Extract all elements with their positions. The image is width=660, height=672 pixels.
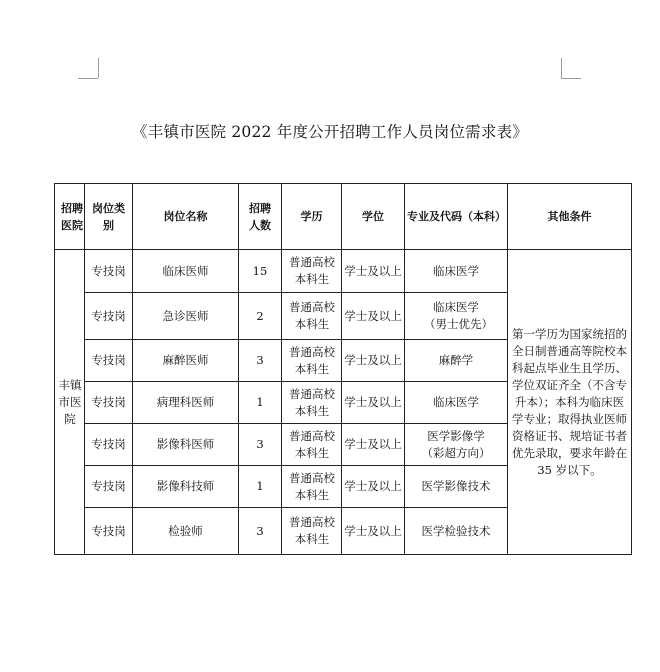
position-cell: 临床医师 [133,250,239,293]
position-cell: 影像科技师 [133,466,239,508]
count-cell: 2 [239,293,282,340]
position-cell: 麻醉医师 [133,340,239,382]
header-hospital: 招聘医院 [55,184,85,250]
crop-mark-top-left [78,78,98,79]
position-cell: 病理科医师 [133,382,239,424]
education-cell: 普通高校本科生 [282,508,342,555]
header-position: 岗位名称 [133,184,239,250]
major-cell: 医学检验技术 [405,508,508,555]
education-cell: 普通高校本科生 [282,293,342,340]
other-conditions-cell: 第一学历为国家统招的全日制普通高等院校本科起点毕业生且学历、学位双证齐全（不含专升本）；本科为临床医学专业；取得执业医师资格证书、规培证书者优先录取，要求年龄在 35 岁以下。 [508,250,632,555]
recruitment-table [54,183,632,555]
position-cell: 影像科医师 [133,424,239,466]
count-cell: 3 [239,424,282,466]
education-cell: 普通高校本科生 [282,340,342,382]
header-count: 招聘人数 [239,184,282,250]
category-cell: 专技岗 [85,293,133,340]
crop-mark-top-left [98,58,99,78]
major-cell: 麻醉学 [405,340,508,382]
category-cell: 专技岗 [85,424,133,466]
category-cell: 专技岗 [85,466,133,508]
degree-cell: 学士及以上 [342,293,405,340]
category-cell: 专技岗 [85,340,133,382]
major-cell: 临床医学 [405,382,508,424]
count-cell: 1 [239,466,282,508]
crop-mark-top-right [561,58,562,78]
header-major: 专业及代码（本科） [405,184,508,250]
category-cell: 专技岗 [85,382,133,424]
document-title: 《丰镇市医院 2022 年度公开招聘工作人员岗位需求表》 [132,123,528,141]
major-cell: 临床医学（男士优先） [405,293,508,340]
education-cell: 普通高校本科生 [282,424,342,466]
header-other: 其他条件 [508,184,632,250]
position-cell: 检验师 [133,508,239,555]
header-education: 学历 [282,184,342,250]
education-cell: 普通高校本科生 [282,250,342,293]
hospital-cell: 丰镇市医院 [55,250,85,555]
major-cell: 医学影像技术 [405,466,508,508]
table-header-row [55,184,632,250]
header-category: 岗位类别 [85,184,133,250]
count-cell: 1 [239,382,282,424]
table-row [55,250,632,293]
major-cell: 医学影像学（彩超方向） [405,424,508,466]
count-cell: 3 [239,340,282,382]
degree-cell: 学士及以上 [342,466,405,508]
category-cell: 专技岗 [85,508,133,555]
education-cell: 普通高校本科生 [282,382,342,424]
count-cell: 15 [239,250,282,293]
position-cell: 急诊医师 [133,293,239,340]
degree-cell: 学士及以上 [342,250,405,293]
degree-cell: 学士及以上 [342,508,405,555]
degree-cell: 学士及以上 [342,340,405,382]
category-cell: 专技岗 [85,250,133,293]
header-degree: 学位 [342,184,405,250]
degree-cell: 学士及以上 [342,424,405,466]
degree-cell: 学士及以上 [342,382,405,424]
count-cell: 3 [239,508,282,555]
education-cell: 普通高校本科生 [282,466,342,508]
crop-mark-top-right [561,78,581,79]
major-cell: 临床医学 [405,250,508,293]
